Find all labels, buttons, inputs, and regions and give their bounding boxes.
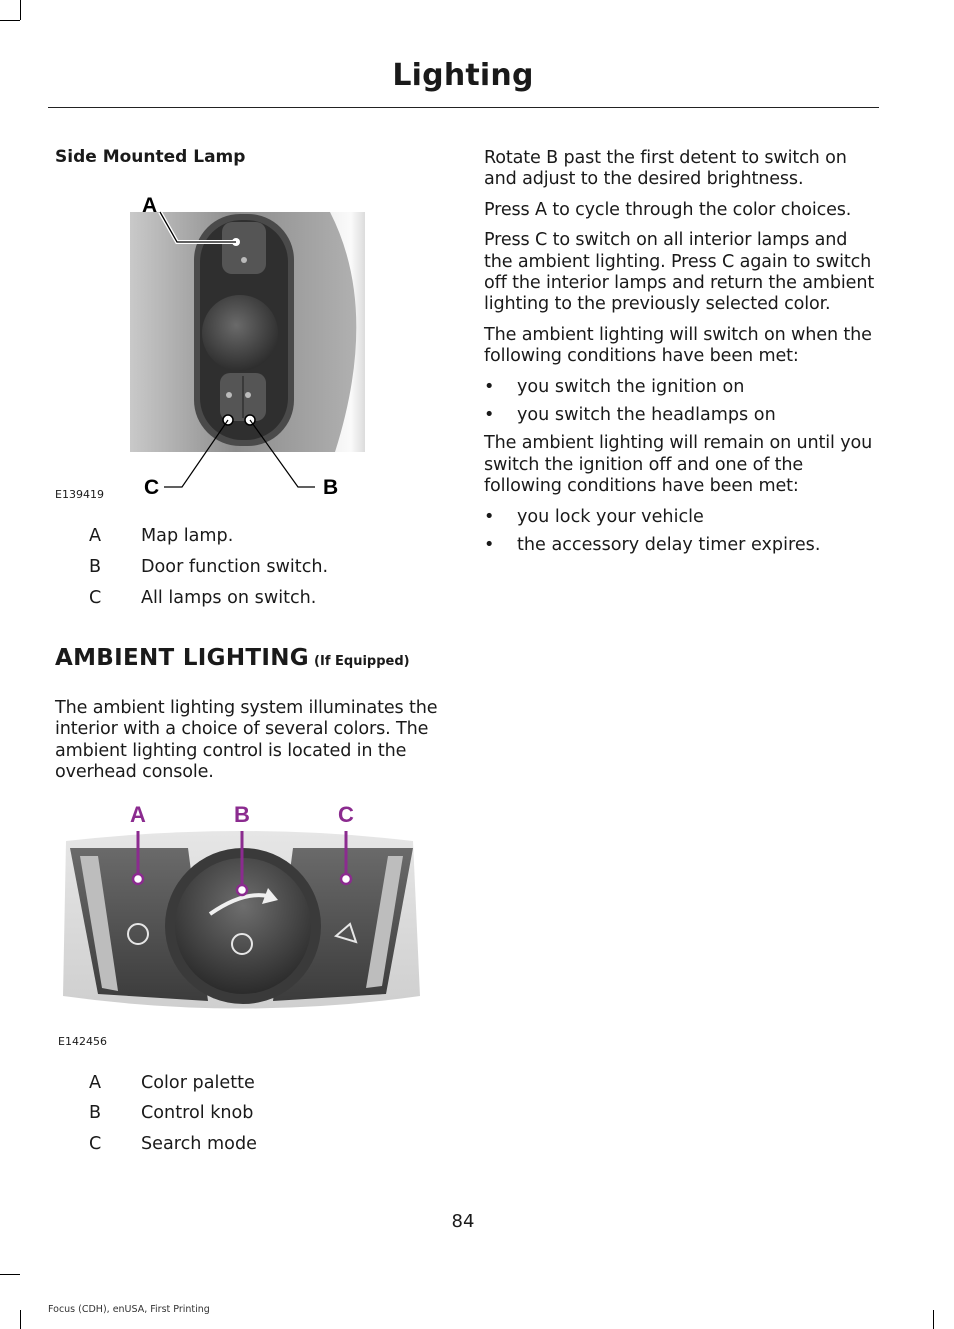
title-divider: [48, 107, 879, 108]
legend-text: Color palette: [141, 1073, 255, 1093]
legend-text: All lamps on switch.: [141, 588, 317, 608]
callout-b: B: [323, 476, 339, 499]
bullet-text: you switch the ignition on: [517, 376, 745, 397]
intro-paragraph: The ambient lighting system illuminates the interior with a choice of several colors. The ambient lighting control is located in the overhead console.: [55, 698, 438, 783]
callout-a: A: [142, 194, 158, 217]
bullet-item: [484, 405, 879, 426]
bullet-marker: •: [484, 535, 495, 556]
legend-letter: B: [89, 557, 102, 577]
bullet-item: [484, 377, 879, 398]
crop-mark: [20, 1310, 21, 1329]
page-number: 84: [451, 1211, 475, 1232]
legend-letter: C: [89, 1134, 102, 1154]
paragraph: Rotate B past the first detent to switch on and adjust to the desired brightness.: [484, 148, 847, 190]
figure-code: E142456: [58, 1035, 107, 1048]
legend-letter: A: [89, 1073, 102, 1093]
legend-letter: A: [89, 526, 102, 546]
callout-c: C: [338, 802, 354, 827]
bullet-marker: •: [484, 376, 495, 397]
section-heading: [55, 645, 410, 671]
bullet-text: you switch the headlamps on: [517, 405, 776, 426]
crop-mark: [0, 1274, 20, 1275]
callout-c: C: [144, 476, 160, 499]
paragraph: The ambient lighting will remain on until you switch the ignition off and one of the following conditions have been met:: [484, 433, 873, 497]
footer-text: Focus (CDH), enUSA, First Printing: [48, 1304, 210, 1315]
callout-a: A: [130, 802, 146, 827]
ambient-control-illustration: [58, 796, 428, 1036]
bullet-marker: •: [484, 405, 495, 426]
bullet-item: [484, 507, 879, 528]
bullet-text: the accessory delay timer expires.: [517, 535, 821, 556]
callout-b: B: [234, 802, 250, 827]
legend-letter: B: [89, 1103, 102, 1123]
legend-text: Door function switch.: [141, 557, 329, 577]
page-title: Lighting: [392, 58, 534, 93]
crop-mark: [0, 20, 20, 21]
legend-text: Search mode: [141, 1134, 257, 1154]
section-heading-qualifier: (If Equipped): [314, 654, 410, 669]
paragraph: The ambient lighting will switch on when the following conditions have been met:: [484, 324, 872, 367]
side-lamp-illustration: [130, 190, 410, 510]
paragraph: Press C to switch on all interior lamps and the ambient lighting. Press C again to switch off the interior lamps and return the ambient lighting to the previously selected color.: [484, 230, 875, 315]
paragraph: Press A to cycle through the color choices.: [484, 199, 852, 220]
legend-text: Control knob: [141, 1103, 254, 1123]
section-heading-text: AMBIENT LIGHTING: [55, 645, 309, 671]
bullet-marker: •: [484, 506, 495, 527]
legend-letter: C: [89, 588, 102, 608]
crop-mark: [933, 1310, 934, 1329]
legend-text: Map lamp.: [141, 526, 234, 546]
figure-code: E139419: [55, 488, 104, 501]
crop-mark: [20, 0, 21, 20]
bullet-item: [484, 535, 879, 556]
section-subheading: Side Mounted Lamp: [55, 147, 246, 167]
bullet-text: you lock your vehicle: [517, 506, 704, 527]
